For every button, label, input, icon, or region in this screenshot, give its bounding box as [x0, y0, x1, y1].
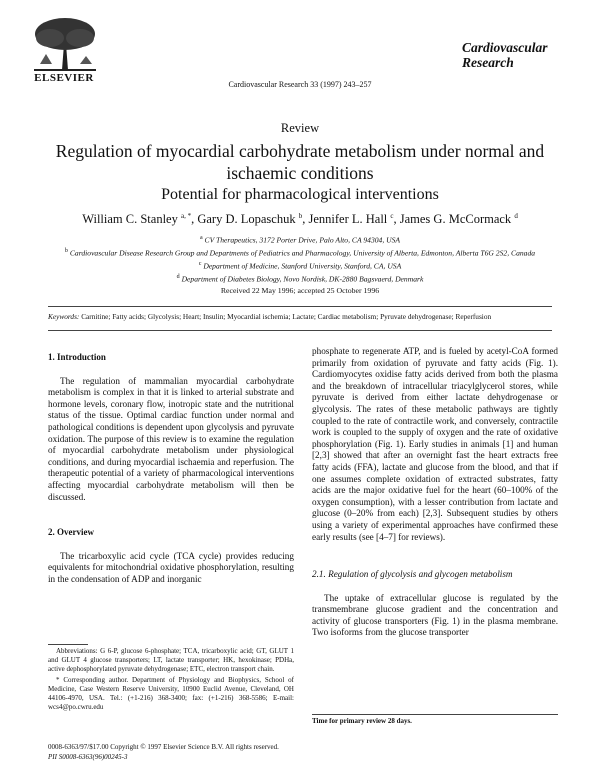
affiliation-list — [0, 233, 600, 286]
author-list: William C. Stanley $^{a, *}$, Gary D. Lopaschuk $^b$, Jennifer L. Hall $^c$, James G. McCormack $^d$ — [82, 212, 518, 227]
article-subtitle: Potential for pharmacological interventions — [161, 186, 439, 203]
affiliation-marker: a — [199, 235, 203, 241]
author-affiliation-marker: a, * — [180, 212, 192, 220]
footnote-corresponding-author: * Corresponding author. Department of Physiology and Biophysics, School of Medicine, Case Western Reserve University, 10900 Euclid Avenue, Cleveland, OH 44106-4970, USA. Tel.: (+1-216) 368-3400; fax: (+1-216) 368-5586; E-mail: wcs4@po.cwru.edu — [48, 676, 294, 711]
affiliation-marker: d — [176, 274, 180, 281]
keywords-label: Keywords: — [48, 312, 80, 321]
paragraph: phosphate to regenerate ATP, and is fueled by acetyl-CoA formed primarily from oxidation of pyruvate and fatty acids (Fig. 1). Cardiomyocytes oxidise fatty acids derived from both the plasma and the breakdown of intracellular triacylglycerol stores, while pyruvate is derived from either lactate dehydrogenase or glycolysis. The rates of these metabolic pathways are tightly coupled to the rate of contractile work, and conversely, contractile work is coupled to the supply of oxygen and the rate of oxidative phosphorylation (Fig. 1). Early studies in animals [1] and human [2,3] showed that after an overnight fast the heart extracts free fatty acids (FFA), lactate and glucose from the blood, and that if one assumes complete oxidation of extracted substrates, fatty acids are the major oxidative fuel for the heart (60–100% of the oxygen consumption), with a lesser contribution from lactate and glucose (0–20% from each) [2,3]. Subsequent studies by others using a variety of experimental approaches have confirmed these early results (see [4–7] for reviews). — [312, 346, 558, 542]
footnotes — [48, 647, 294, 714]
publisher-name: ELSEVIER — [34, 72, 94, 84]
journal-brand — [462, 40, 582, 70]
keywords — [48, 312, 552, 321]
affiliation-marker: c — [198, 261, 202, 268]
section-heading-overview: 2. Overview — [48, 527, 94, 538]
divider-bottom — [48, 330, 552, 331]
affiliation-text: Department of Medicine, Stanford University, Stanford, CA, USA — [203, 261, 402, 271]
page-header — [0, 0, 600, 100]
affiliation-text: CV Therapeutics, 3172 Porter Drive, Palo Alto, CA 94304, USA — [204, 235, 401, 245]
keywords-text: Carnitine; Fatty acids; Glycolysis; Heart; Insulin; Myocardial ischemia; Lactate; Cardiac metabolism; Pyruvate dehydrogenase; Reperfusion — [81, 312, 492, 321]
review-time-note: Time for primary review 28 days. — [312, 714, 558, 725]
author-name: Gary D. Lopaschuk — [197, 212, 296, 227]
affiliation — [0, 272, 600, 285]
pii-line: PII S0008-6363(96)00245-3 — [48, 753, 128, 761]
section-heading-introduction: 1. Introduction — [48, 352, 106, 362]
author-affiliation-marker: d — [514, 212, 518, 220]
copyright-footer — [48, 742, 279, 762]
affiliation — [0, 246, 600, 259]
article-section-type: Review — [280, 121, 320, 135]
divider-top — [48, 306, 552, 307]
journal-brand-line2: Research — [462, 55, 514, 70]
left-column — [48, 352, 294, 586]
footnote-divider — [48, 644, 88, 645]
article-title: Regulation of myocardial carbohydrate metabolism under normal and ischaemic conditions — [55, 141, 545, 183]
footnote-abbreviations: Abbreviations: G 6-P, glucose 6-phosphate; TCA, tricarboxylic acid; GT, GLUT 1 and GLUT 4 glucose transporters; LT, lactate transporter; HK, hexokinase; PDHa, active dephosphorylated pyruvate dehydrogenase; ETC, electron transport chain. — [48, 647, 294, 673]
author-name: William C. Stanley — [82, 212, 178, 227]
author-affiliation-marker: b — [298, 212, 303, 220]
affiliation-text: Cardiovascular Disease Research Group and Departments of Pediatrics and Pharmacology, University of Alberta, Edmonton, Alberta T6G 2S2, Canada — [69, 248, 536, 258]
affiliation — [0, 259, 600, 272]
author-name: James G. McCormack — [399, 212, 512, 227]
author-affiliation-marker: c — [390, 212, 394, 220]
elsevier-tree-logo — [26, 14, 104, 72]
author-name: Jennifer L. Hall — [308, 212, 388, 227]
received-dates: Received 22 May 1996; accepted 25 October 1996 — [220, 286, 380, 295]
journal-citation: Cardiovascular Research 33 (1997) 243–257 — [228, 80, 372, 89]
affiliation-text: Department of Diabetes Biology, Novo Nordisk, DK-2880 Bagsvaerd, Denmark — [181, 274, 424, 284]
paragraph: The tricarboxylic acid cycle (TCA cycle) provides reducing equivalents for mitochondrial oxidative phosphorylation, resulting in the condensation of ADP and inorganic — [48, 550, 294, 584]
paragraph: The uptake of extracellular glucose is regulated by the transmembrane glucose gradient and the concentration and activity of glucose transporters (Fig. 1) in the plasma membrane. Two isoforms from the glucose transporter — [312, 592, 558, 638]
right-column — [312, 346, 558, 639]
journal-brand-line1: Cardiovascular — [462, 40, 548, 55]
affiliation — [0, 233, 600, 246]
subsection-heading: 2.1. Regulation of glycolysis and glycogen metabolism — [312, 569, 513, 580]
affiliation-marker: b — [64, 248, 68, 255]
paragraph: The regulation of mammalian myocardial carbohydrate metabolism is complex in that it is linked to arterial substrate and hormone levels, coronary flow, inotropic state and the nutritional status of the tissue. Optimal cardiac function under normal and pathological conditions is dependent upon glycolysis and pyruvate oxidation. The purpose of this review is to examine the regulation of myocardial carbohydrate metabolism under physiological conditions, and during myocardial ischaemia and reperfusion. The therapeutic potential of a variety of pharmacological interventions affecting myocardial carbohydrate metabolism will then be discussed. — [48, 375, 294, 502]
copyright-line: 0008-6363/97/$17.00 Copyright © 1997 Elsevier Science B.V. All rights reserved. — [48, 743, 279, 751]
